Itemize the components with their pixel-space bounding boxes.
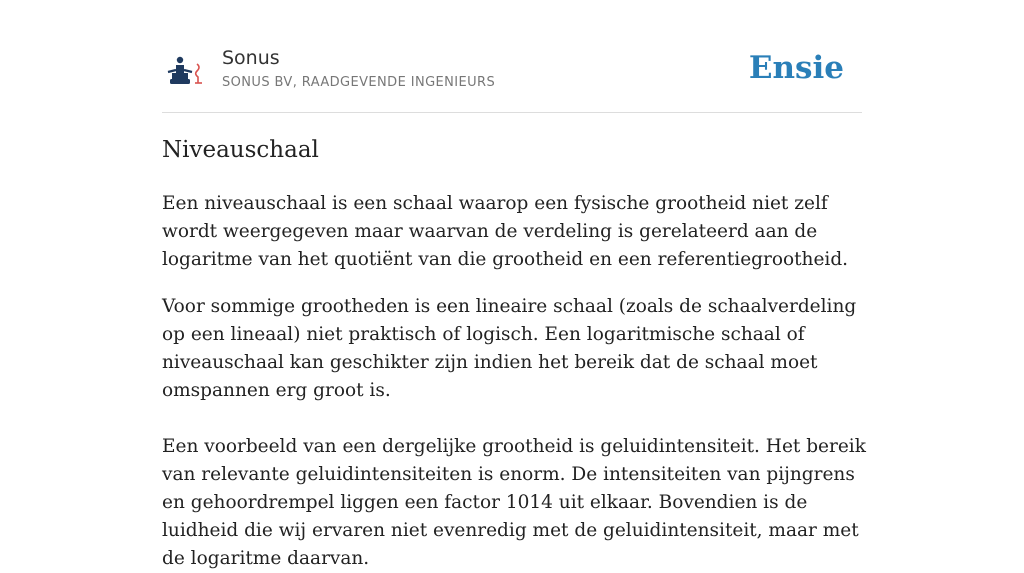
sonus-logo-icon[interactable] — [167, 55, 207, 87]
article-body — [162, 190, 868, 573]
brand-logo[interactable]: Ensie — [748, 50, 844, 86]
organization-subtitle: SONUS BV, RAADGEVENDE INGENIEURS — [222, 75, 496, 90]
site-header — [162, 40, 862, 113]
article-paragraph-3: Een voorbeeld van een dergelijke grootheid is geluidintensiteit. Het bereik van relevante geluidintensiteiten is enorm. De intensiteiten van pijngrens en gehoordrempel liggen een factor 1014 uit elkaar. Bovendien is de luidheid die wij ervaren niet evenredig met de geluidintensiteit, maar met de logaritme daarvan. — [162, 436, 866, 569]
article-title: Niveauschaal — [162, 137, 319, 163]
article-paragraph-2: Voor sommige grootheden is een lineaire schaal (zoals de schaalverdeling op een lineaal) niet praktisch of logisch. Een logaritmische schaal of niveauschaal kan geschikter zijn indien het bereik dat de schaal moet omspannen erg groot is. — [162, 296, 857, 401]
organization-name[interactable]: Sonus — [222, 47, 280, 69]
article-paragraph-1: Een niveauschaal is een schaal waarop een fysische grootheid niet zelf wordt weergegeven maar waarvan de verdeling is gerelateerd aan de logaritme van het quotiënt van die grootheid en een referentiegrootheid. — [162, 193, 849, 270]
